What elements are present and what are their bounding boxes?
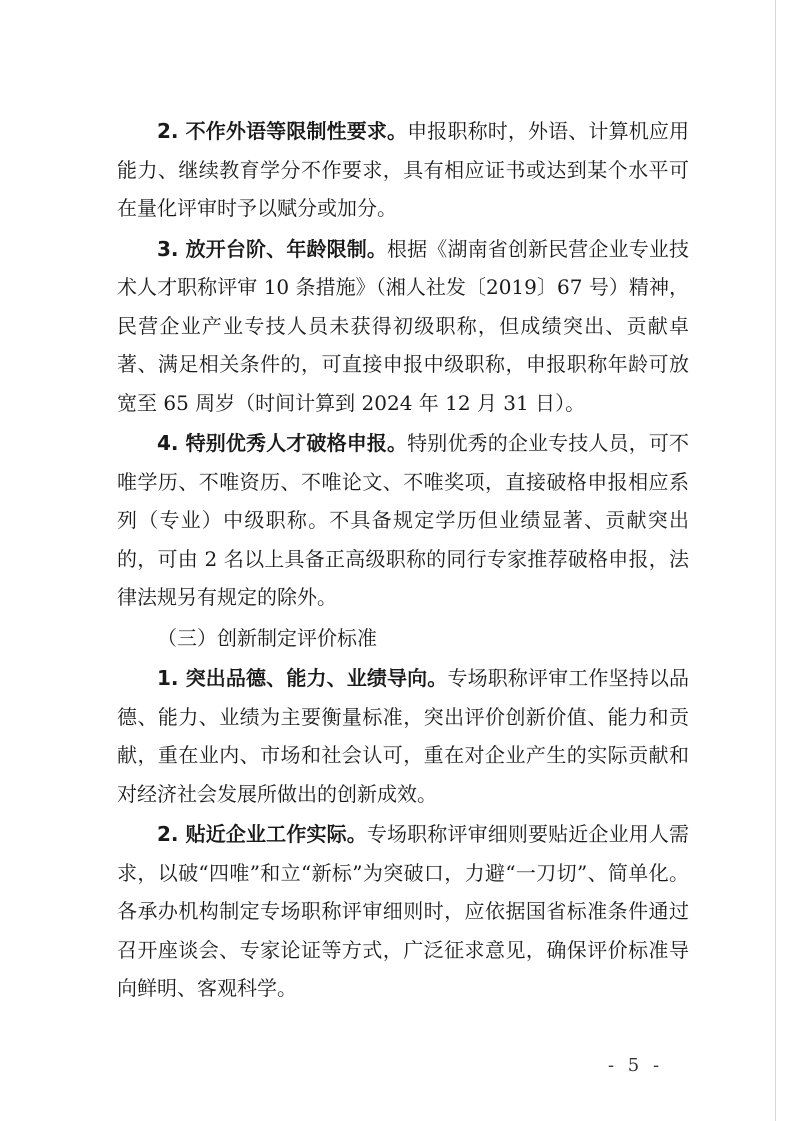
paragraph-heading: 1. 突出品德、能力、业绩导向。 bbox=[157, 666, 448, 690]
document-body bbox=[117, 112, 689, 1010]
paragraph-heading: 4. 特别优秀人才破格申报。 bbox=[157, 431, 408, 455]
paragraph-heading: 2. 贴近企业工作实际。 bbox=[157, 822, 367, 846]
paragraph-body: 专场职称评审工作坚持以品德、能力、业绩为主要衡量标准，突出评价创新价值、能力和贡献，重在业内、市场和社会认可，重在对企业产生的实际贡献和对经济社会发展所做出的创新成效。 bbox=[117, 666, 689, 806]
paragraph-body: 特别优秀的企业专技人员，可不唯学历、不唯资历、不唯论文、不唯奖项，直接破格申报相应系列（专业）中级职称。不具备规定学历但业绩显著、贡献突出的，可由 2 名以上具备正高级职称的同行专家推荐破格申报，法律法规另有规定的除外。 bbox=[117, 431, 689, 609]
paragraph-body: 根据《湖南省创新民营企业专业技术人才职称评审 10 条措施》（湘人社发〔2019〕67 号）精神，民营企业产业专技人员未获得初级职称，但成绩突出、贡献卓著、满足相关条件的，可直接申报中级职称，申报职称年龄可放宽至 65 周岁（时间计算到 2024 年 12 月 31 日）。 bbox=[117, 236, 689, 415]
page-edge-divider bbox=[775, 0, 776, 1121]
paragraph-character-ability-performance bbox=[117, 659, 689, 813]
paragraph-heading: 3. 放开台阶、年龄限制。 bbox=[157, 236, 388, 261]
paragraph-body: 申报职称时，外语、计算机应用能力、继续教育学分不作要求，具有相应证书或达到某个水平可在量化评审时予以赋分或加分。 bbox=[117, 119, 689, 220]
paragraph-enterprise-practice bbox=[117, 815, 689, 1008]
paragraph-relax-level-and-age-limits bbox=[117, 230, 689, 423]
paragraph-exceptional-talent bbox=[117, 424, 689, 617]
paragraph-heading: 2. 不作外语等限制性要求。 bbox=[157, 119, 408, 143]
page-number: - 5 - bbox=[608, 1055, 664, 1076]
paragraph-body: 专场职称评审细则要贴近企业用人需求，以破“四唯”和立“新标”为突破口，力避“一刀切”、简单化。各承办机构制定专场职称评审细则时，应依据国省标准条件通过召开座谈会、专家论证等方式，广泛征求意见，确保评价标准导向鲜明、客观科学。 bbox=[117, 822, 689, 1000]
paragraph-no-foreign-language-requirement bbox=[117, 112, 689, 228]
section-title: （三）创新制定评价标准 bbox=[157, 625, 377, 650]
